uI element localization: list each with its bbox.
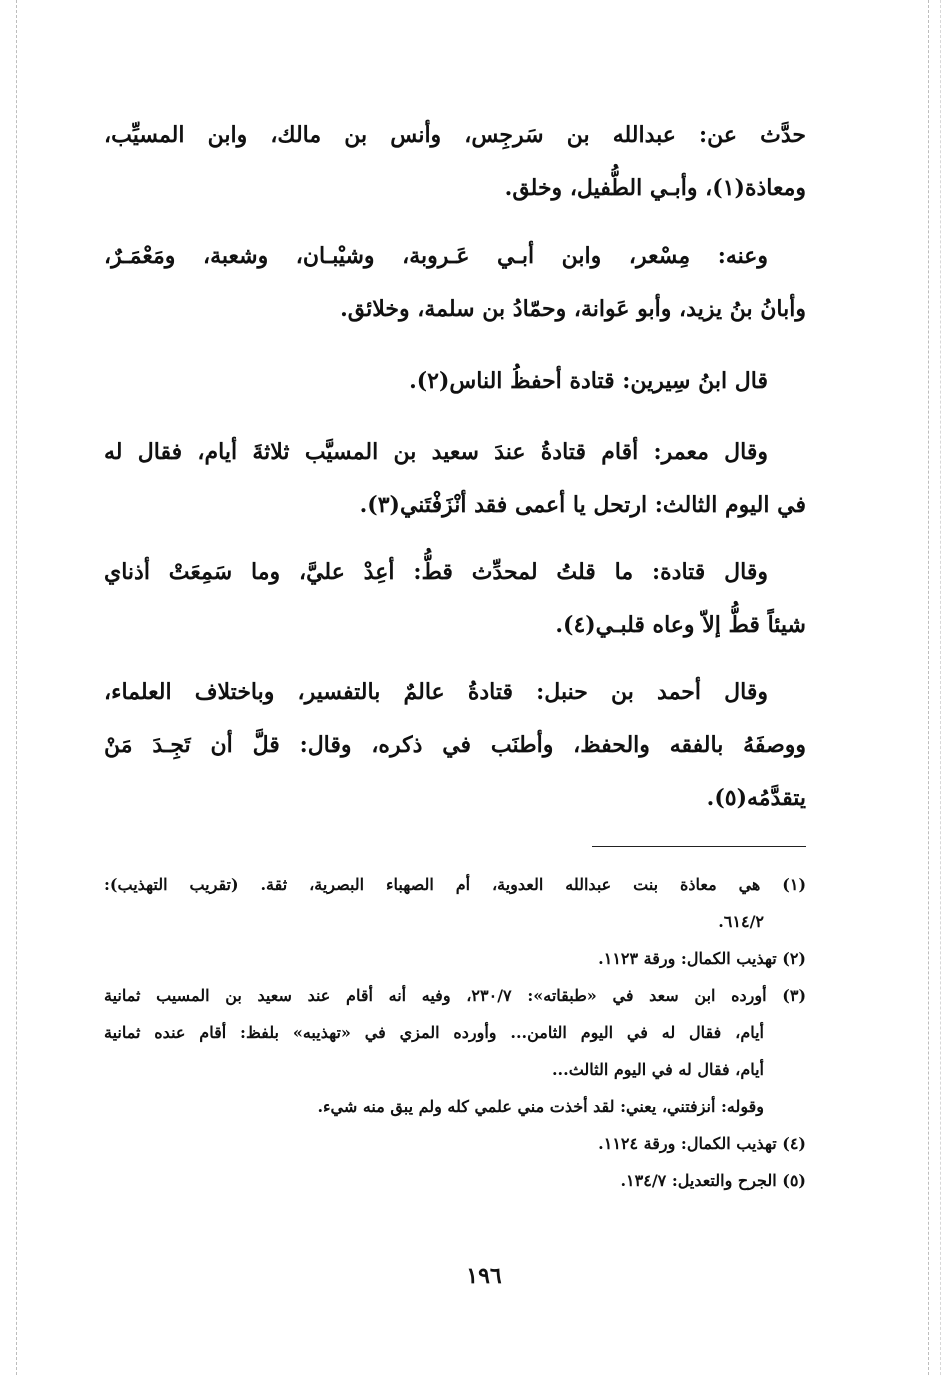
footnote-line: (٣) أورده ابن سعد في «طبقاته»: ٢٣٠/٧، وفيه أنه أقام عند سعيد بن المسيب ثمانية xyxy=(104,986,806,1005)
page-number: ١٩٦ xyxy=(466,1263,502,1289)
footnote-1 xyxy=(104,866,806,940)
paragraph-line: وأبانُ بنُ يزيد، وأبو عَوانة، وحمّادُ بن سلمة، وخلائق. xyxy=(340,296,806,322)
paragraph-narrated-from xyxy=(104,109,806,215)
paragraph-line: شيئاً قطُّ إلاّ وعاه قلبـي(٤). xyxy=(555,612,806,638)
footnote-5 xyxy=(104,1162,806,1199)
paragraph-line: ومعاذة(١)، وأبـي الطُّفيل، وخلق. xyxy=(504,175,806,201)
footnote-3 xyxy=(104,977,806,1125)
paragraph-narrators-from-him xyxy=(104,230,806,336)
scan-edge-right xyxy=(928,0,929,1375)
footnote-line: ٦١٤/٢. xyxy=(718,912,764,931)
paragraph-qatada-quote xyxy=(104,546,806,652)
scan-edge-right-outer xyxy=(940,0,941,1375)
footnote-separator xyxy=(592,846,806,847)
paragraph-line: ووصفَهُ بالفقه والحفظ، وأطنَب في ذكره، وقال: قلَّ أن تَجِـدَ مَنْ xyxy=(104,732,806,758)
paragraph-ahmad-quote xyxy=(104,666,806,825)
footnote-line: (٢) تهذيب الكمال: ورقة ١١٢٣. xyxy=(598,949,806,968)
footnote-line: (٥) الجرح والتعديل: ١٣٤/٧. xyxy=(620,1171,806,1190)
paragraph-line: وقال قتادة: ما قلتُ لمحدِّث قطُّ: أعِدْ عليَّ، وما سَمِعَتْ أذناي xyxy=(104,559,768,585)
paragraph-line: قال ابنُ سِيرين: قتادة أحفظُ الناس(٢). xyxy=(409,368,768,394)
paragraph-ibn-sirin-quote xyxy=(104,355,806,408)
paragraph-line: في اليوم الثالث: ارتحل يا أعمى فقد أنْزَفْتَني(٣). xyxy=(359,492,806,518)
footnote-line: (١) هي معاذة بنت عبدالله العدوية، أم الصهباء البصرية، ثقة. (تقريب التهذيب): xyxy=(104,875,806,894)
footnotes xyxy=(104,866,806,1199)
footnote-line: أيام، فقال له في اليوم الثالث... xyxy=(551,1060,764,1079)
paragraph-line: حدَّث عن: عبدالله بن سَرجِس، وأنس بن مالك، وابن المسيِّب، xyxy=(104,122,806,148)
footnote-2 xyxy=(104,940,806,977)
footnote-line: وقوله: أنزفتني، يعني: لقد أخذت مني علمي كله ولم يبق منه شيء. xyxy=(317,1097,764,1116)
paragraph-line: وقال معمر: أقام قتادةُ عندَ سعيد بن المسيَّب ثلاثةَ أيام، فقال له xyxy=(104,439,768,465)
footnote-line: أيام، فقال له في اليوم الثامن... وأورده المزي في «تهذيبه» بلفظ: أقام عنده ثمانية xyxy=(104,1023,764,1042)
paragraph-line: وقال أحمد بن حنبل: قتادةُ عالمٌ بالتفسير، وباختلاف العلماء، xyxy=(104,679,768,705)
footnote-line: (٤) تهذيب الكمال: ورقة ١١٢٤. xyxy=(598,1134,806,1153)
paragraph-mamar-quote xyxy=(104,426,806,532)
scan-edge-left xyxy=(16,0,17,1375)
paragraph-line: يتقدَّمُه(٥). xyxy=(706,785,806,811)
paragraph-line: وعنه: مِسْعر، وابن أبـي عَـروبة، وشيْبـان، وشعبة، ومَعْمَـرٌ، xyxy=(104,243,768,269)
footnote-4 xyxy=(104,1125,806,1162)
